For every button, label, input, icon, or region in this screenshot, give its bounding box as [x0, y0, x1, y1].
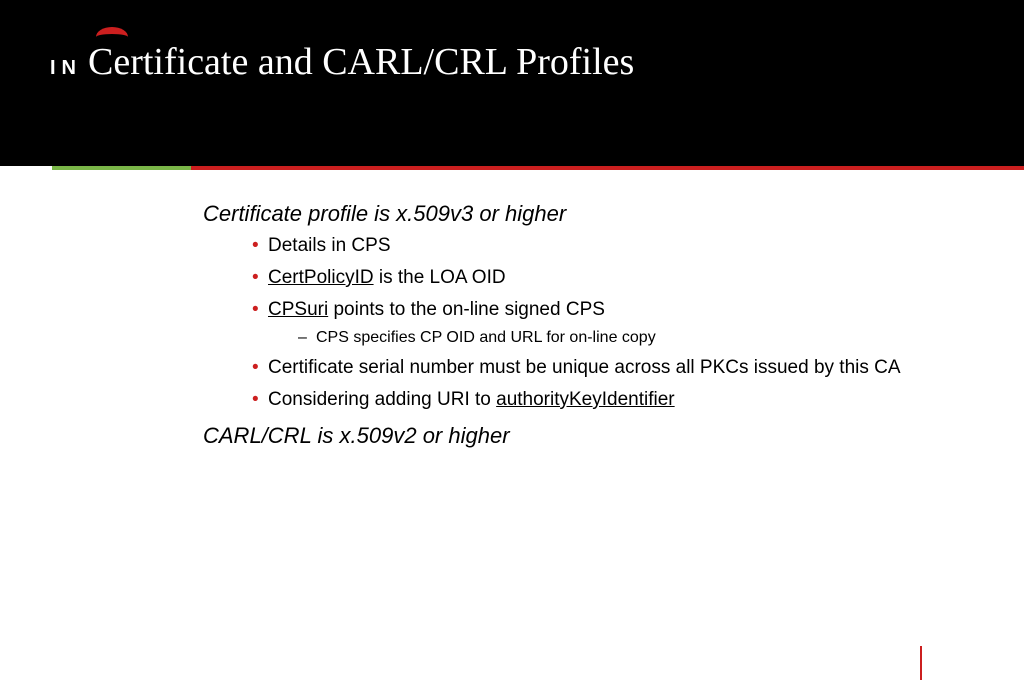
bullet-icon: • — [252, 357, 259, 378]
dash-icon: – — [298, 329, 307, 346]
bullet-cpsuri — [203, 298, 918, 322]
bullet-text: is the LOA OID — [373, 267, 506, 288]
certpolicyid-link[interactable]: CertPolicyID — [268, 267, 374, 288]
bullet-icon: • — [252, 389, 259, 410]
sub-bullet-cps-specifies — [203, 328, 923, 348]
authoritykeyidentifier-link[interactable]: authorityKeyIdentifier — [496, 389, 675, 410]
bullet-icon: • — [252, 235, 259, 256]
slide-content — [203, 200, 923, 456]
bullet-text: points to the on-line signed CPS — [328, 299, 605, 320]
bullet-text: Considering adding URI to — [268, 389, 497, 410]
header-rule-red — [191, 166, 1024, 170]
sub-bullet-text: CPS specifies CP OID and URL for on-line copy — [316, 329, 656, 346]
bullet-text: Details in CPS — [268, 235, 391, 256]
header-bar — [0, 0, 1024, 166]
bullet-certpolicyid — [203, 266, 918, 290]
bullet-considering — [203, 388, 918, 412]
bullet-serial-number — [203, 356, 918, 380]
bullet-icon: • — [252, 299, 259, 320]
bullet-icon: • — [252, 267, 259, 288]
bullet-details — [203, 234, 918, 258]
heading-certificate-profile: Certificate profile is x.509v3 or higher — [203, 201, 567, 226]
heading-carl-crl: CARL/CRL is x.509v2 or higher — [203, 423, 510, 448]
corner-mark — [920, 646, 922, 680]
cpsuri-link[interactable]: CPSuri — [268, 299, 329, 320]
bullet-text: Certificate serial number must be unique across all PKCs issued by this CA — [268, 357, 901, 378]
slide-title: Certificate and CARL/CRL Profiles — [88, 41, 635, 83]
header-rule-green — [52, 166, 191, 170]
logo-text: IN — [50, 57, 82, 79]
